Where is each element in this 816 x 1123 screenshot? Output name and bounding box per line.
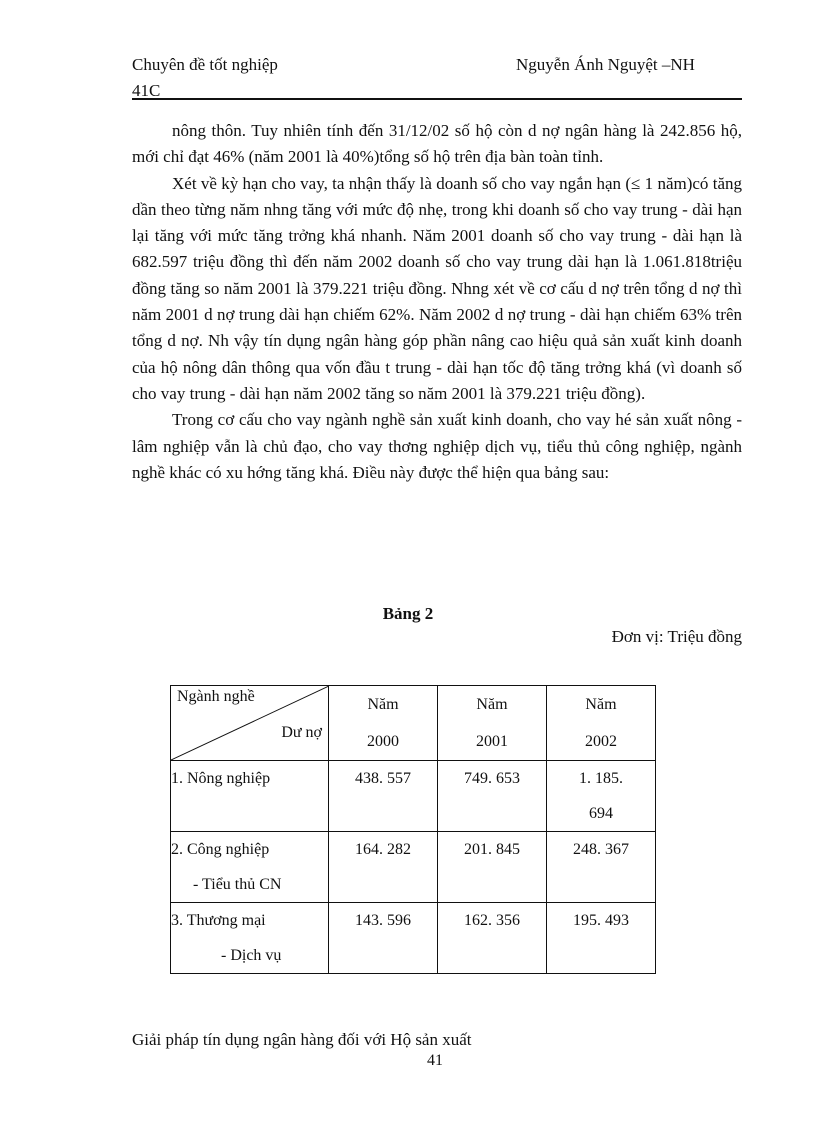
document-type: Chuyên đề tốt nghiệp (132, 55, 278, 74)
page-number: 41 (427, 1052, 443, 1069)
footer-title: Giải pháp tín dụng ngân hàng đối với Hộ sản xuất (132, 1030, 472, 1049)
class-code: 41C (132, 81, 161, 100)
corner-cell (171, 686, 329, 761)
body-text (132, 118, 742, 486)
value-line: 694 (588, 805, 613, 822)
value-cell: 143. 596 (329, 903, 438, 974)
corner-bottom-label: Dư nợ (281, 724, 322, 741)
value-cell: 162. 356 (437, 903, 546, 974)
table-row (171, 761, 656, 832)
year-value: 2002 (584, 733, 617, 750)
paragraph: nông thôn. Tuy nhiên tính đến 31/12/02 số hộ còn d nợ ngân hàng là 242.856 hộ, mới chỉ đạt 46% (năm 2001 là 40%)tổng số hộ trên địa bàn toàn tỉnh. (132, 121, 742, 167)
value-cell: 164. 282 (329, 832, 438, 903)
year-value: 2001 (475, 733, 508, 750)
value-cell: 248. 367 (546, 832, 655, 903)
loan-table (170, 685, 656, 974)
sector-subitem: - Dịch vụ (221, 947, 282, 964)
sector-cell (171, 903, 329, 974)
year-value: 2000 (366, 733, 399, 750)
value-cell (546, 761, 655, 832)
unit-label: Đơn vị: Triệu đồng (611, 627, 742, 646)
sector-cell (171, 761, 329, 832)
year-header (546, 686, 655, 761)
paragraph: Trong cơ cấu cho vay ngành nghề sản xuất kinh doanh, cho vay hé sản xuất nông - lâm nghiệp vẫn là chủ đạo, cho vay thơng nghiệp dịch vụ, tiểu thủ công nghiệp, ngành nghề khác có xu hớng tăng khá. Điều này được thể hiện qua bảng sau: (132, 410, 742, 482)
year-header (437, 686, 546, 761)
year-header (329, 686, 438, 761)
year-label: Năm (585, 696, 617, 713)
table-row (171, 903, 656, 974)
header-divider (132, 98, 742, 100)
table-header-row (171, 686, 656, 761)
sector-name: 3. Thương mại (171, 912, 266, 929)
corner-top-label: Ngành nghề (177, 688, 255, 705)
year-label: Năm (476, 696, 508, 713)
sector-subitem: - Tiểu thủ CN (193, 876, 282, 893)
sector-cell (171, 832, 329, 903)
year-label: Năm (367, 696, 399, 713)
table-title: Bảng 2 (382, 604, 434, 623)
author-name: Nguyễn Ánh Nguyệt –NH (516, 55, 695, 74)
table-row (171, 832, 656, 903)
paragraph: Xét về kỳ hạn cho vay, ta nhận thấy là doanh số cho vay ngắn hạn (≤ 1 năm)có tăng dần theo từng năm nhng tăng với mức độ nhẹ, trong khi doanh số cho vay trung - dài hạn lại tăng với mức tăng trởng khá nhanh. Năm 2001 doanh số cho vay trung - dài hạn là 682.597 triệu đồng thì đến năm 2002 doanh số cho vay trung dài hạn là 1.061.818triệu đồng tăng so năm 2001 là 379.221 triệu đồng. Nhng xét về cơ cấu d nợ trên tổng d nợ thì năm 2001 d nợ trung dài hạn chiếm 62%. Năm 2002 d nợ trung - dài hạn chiếm 63% trên tổng d nợ. Nh vậy tín dụng ngân hàng góp phần nâng cao hiệu quả sản xuất kinh doanh của hộ nông dân thông qua vốn đầu t trung - dài hạn tốc độ tăng trởng khá (vì doanh số cho vay trung - dài hạn năm 2002 tăng so năm 2001 là 379.221 triệu đồng). (132, 173, 742, 403)
sector-name: 1. Nông nghiệp (171, 770, 271, 787)
value-cell: 749. 653 (437, 761, 546, 832)
value-cell: 195. 493 (546, 903, 655, 974)
sector-name: 2. Công nghiệp (171, 841, 270, 858)
value-cell: 201. 845 (437, 832, 546, 903)
header-left (132, 52, 278, 104)
value-cell: 438. 557 (329, 761, 438, 832)
value-line: 1. 185. (578, 770, 623, 787)
